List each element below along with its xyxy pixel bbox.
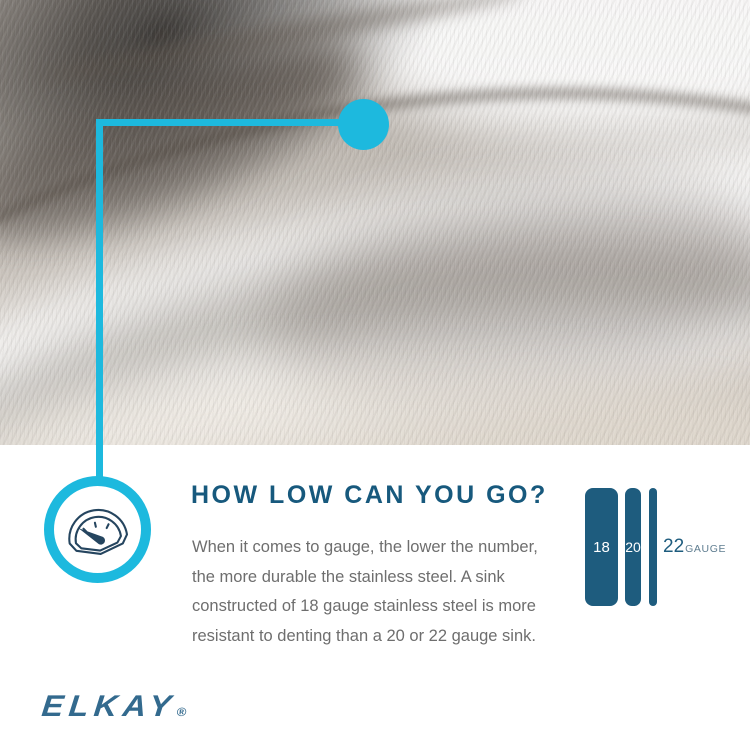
- bar-22-gauge: [649, 488, 657, 606]
- bar-18-gauge: [585, 488, 618, 606]
- body-text: [192, 533, 538, 651]
- gauge-comparison-chart: [585, 488, 750, 606]
- callout-line-vertical: [96, 119, 103, 480]
- body-line-4: resistant to denting than a 20 or 22 gauge sink.: [192, 626, 536, 645]
- callout-dot: [338, 99, 389, 150]
- gauge-unit-label: GAUGE: [685, 543, 727, 555]
- bar-22-label: 22: [663, 536, 685, 557]
- headline: HOW LOW CAN YOU GO?: [191, 481, 548, 509]
- bar-18-label: 18: [593, 538, 610, 556]
- callout-line-horizontal: [96, 119, 344, 126]
- bar-20-label: 20: [625, 539, 641, 555]
- body-line-2: the more durable the stainless steel. A sink: [192, 567, 505, 586]
- elkay-logo: [40, 690, 189, 724]
- bar-22-label-group: [663, 488, 726, 606]
- body-line-1: When it comes to gauge, the lower the number,: [192, 538, 538, 556]
- gauge-dial-icon: [63, 501, 133, 559]
- logo-wordmark: ELKAY: [40, 690, 178, 723]
- body-line-3: constructed of 18 gauge stainless steel is more: [192, 597, 536, 616]
- gauge-badge: [44, 476, 151, 583]
- bar-20-gauge: [625, 488, 641, 606]
- registered-trademark: ®: [176, 705, 188, 719]
